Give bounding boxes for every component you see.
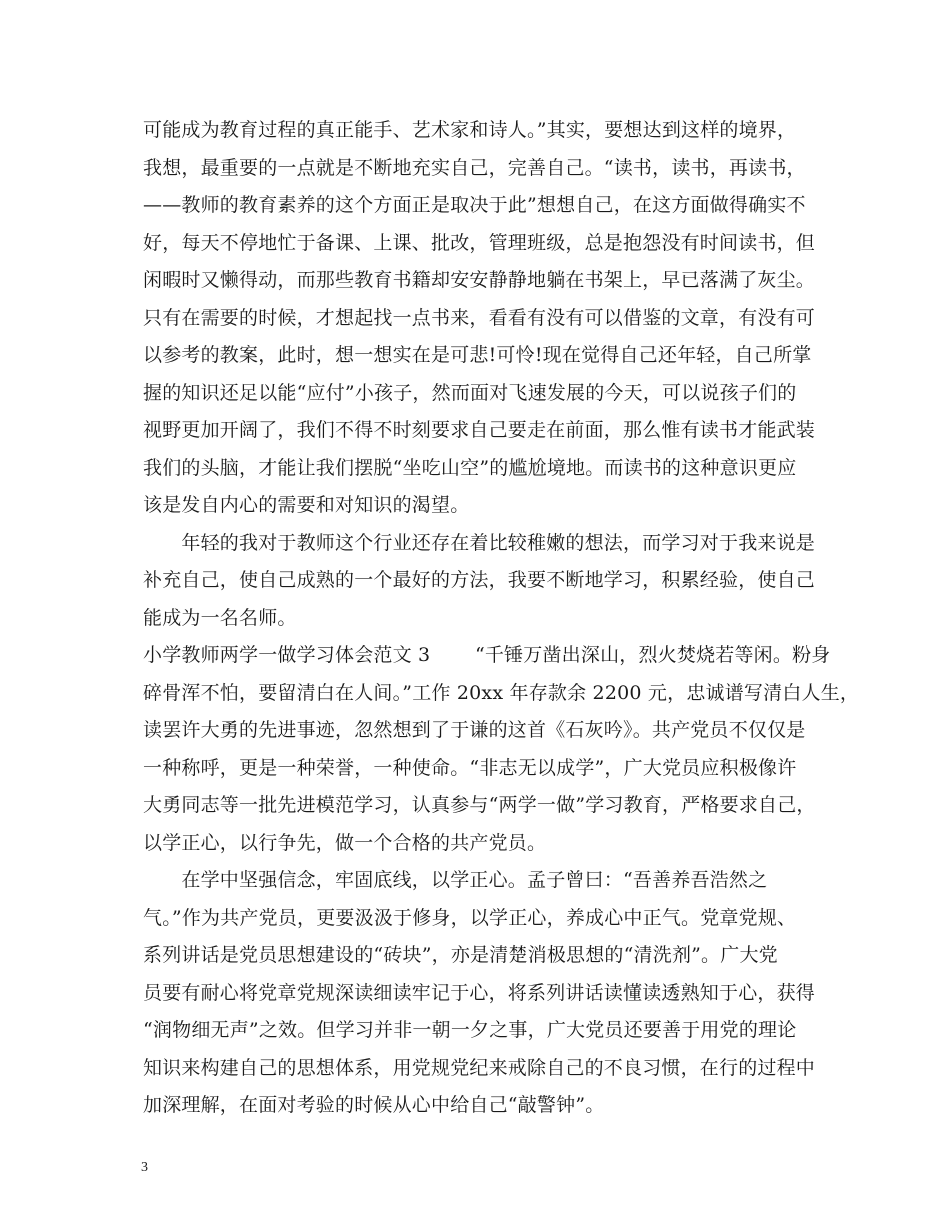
text-line: 一种称呼，更是一种荣誉，一种使命。“非志无以成学”，广大党员应积极像许 — [143, 757, 797, 779]
text-line: 视野更加开阔了，我们不得不时刻要求自己要走在前面，那么惟有读书才能武装 — [143, 419, 816, 441]
section-heading-line: 小学教师两学一做学习体会范文 3 “千锤万凿出深山，烈火焚烧若等闲。粉身 — [143, 644, 831, 666]
text-line: 可能成为教育过程的真正能手、艺术家和诗人。”其实，要想达到这样的境界， — [143, 119, 797, 141]
text-line: “润物细无声”之效。但学习并非一朝一夕之事，广大党员还要善于用党的理论 — [143, 1019, 797, 1041]
text-line: 在学中坚强信念，牢固底线，以学正心。孟子曾曰：“吾善养吾浩然之 — [143, 869, 768, 891]
text-line: ——教师的教育素养的这个方面正是取决于此”想想自己，在这方面做得确实不 — [143, 194, 806, 216]
text-line: 以学正心，以行争先，做一个合格的共产党员。 — [143, 832, 547, 854]
text-line: 气。”作为共产党员，更要汲汲于修身，以学正心，养成心中正气。党章党规、 — [143, 907, 797, 929]
text-line: 读罢许大勇的先进事迹，忽然想到了于谦的这首《石灰吟》。共产党员不仅仅是 — [143, 719, 806, 741]
text-line: 该是发自内心的需要和对知识的渴望。 — [143, 494, 470, 516]
text-line: 我想，最重要的一点就是不断地充实自己，完善自己。“读书，读书，再读书， — [143, 157, 806, 179]
text-line: 大勇同志等一批先进模范学习，认真参与“两学一做”学习教育，严格要求自己， — [143, 794, 816, 816]
page-number: 3 — [141, 1160, 148, 1175]
text-line: 我们的头脑，才能让我们摆脱“坐吃山空”的尴尬境地。而读书的这种意识更应 — [143, 457, 797, 479]
text-line: 好，每天不停地忙于备课、上课、批改，管理班级，总是抱怨没有时间读书，但 — [143, 232, 816, 254]
text-line: 员要有耐心将党章党规深读细读牢记于心，将系列讲话读懂读透熟知于心，获得 — [143, 982, 816, 1004]
text-line: 握的知识还足以能“应付”小孩子，然而面对飞速发展的今天，可以说孩子们的 — [143, 382, 797, 404]
text-line: 补充自己，使自己成熟的一个最好的方法，我要不断地学习，积累经验，使自己 — [143, 569, 816, 591]
text-line: 只有在需要的时候，才想起找一点书来，看看有没有可以借鉴的文章，有没有可 — [143, 307, 816, 329]
text-line: 闲暇时又懒得动，而那些教育书籍却安安静静地躺在书架上，早已落满了灰尘。 — [143, 269, 816, 291]
text-line: 能成为一名名师。 — [143, 607, 297, 629]
text-line: 以参考的教案，此时，想一想实在是可悲!可怜!现在觉得自己还年轻，自己所掌 — [143, 344, 812, 366]
text-line: 碎骨浑不怕，要留清白在人间。”工作 20xx 年存款余 2200 元，忠诚谱写清白人生， — [143, 682, 860, 704]
text-line: 知识来构建自己的思想体系，用党规党纪来戒除自己的不良习惯，在行的过程中 — [143, 1057, 816, 1079]
text-line: 年轻的我对于教师这个行业还存在着比较稚嫩的想法，而学习对于我来说是 — [143, 532, 816, 554]
text-line: 系列讲话是党员思想建设的“砖块”，亦是清楚消极思想的“清洗剂”。广大党 — [143, 944, 778, 966]
text-line: 加深理解，在面对考验的时候从心中给自己“敲警钟”。 — [143, 1094, 605, 1116]
